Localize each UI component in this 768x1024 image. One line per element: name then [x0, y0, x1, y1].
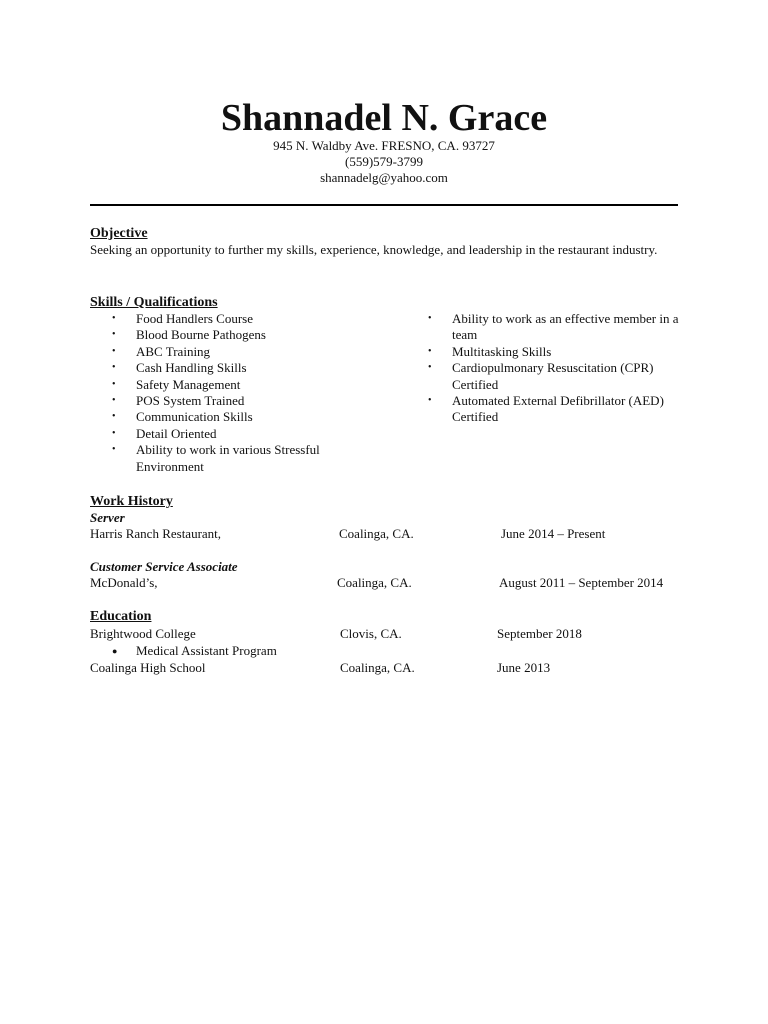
list-item: • Cash Handling Skills	[112, 360, 247, 376]
bullet-icon: •	[112, 329, 116, 341]
list-item: • Automated External Defibrillator (AED) Certified	[428, 393, 664, 425]
phone: (559)579-3799	[345, 154, 423, 169]
job-location: Coalinga, CA.	[339, 526, 414, 541]
job-employer: Harris Ranch Restaurant,	[90, 526, 222, 541]
objective-text: Seeking an opportunity to further my skills, experience, knowledge, and leadership in the restaurant industry.	[90, 242, 658, 257]
job-dates: June 2014 – Present	[501, 526, 606, 541]
list-item: • Ability to work in various Stressful Environment	[112, 442, 320, 474]
list-item: • Multitasking Skills	[428, 343, 552, 359]
list-item: • Detail Oriented	[112, 425, 217, 441]
bullet-icon: •	[428, 345, 432, 357]
objective-heading: Objective	[90, 226, 148, 241]
job-title: Customer Service Associate	[90, 559, 238, 574]
list-item: • POS System Trained	[112, 393, 245, 409]
email: shannadelg@yahoo.com	[320, 170, 448, 185]
school-location: Coalinga, CA.	[340, 660, 415, 675]
list-item: • Blood Bourne Pathogens	[112, 327, 266, 343]
bullet-icon: •	[112, 345, 116, 357]
work-history-heading: Work History	[90, 494, 173, 509]
bullet-icon: •	[428, 395, 432, 407]
bullet-icon: •	[112, 395, 116, 407]
school-name: Coalinga High School	[90, 660, 206, 675]
bullet-icon: •	[112, 378, 116, 390]
applicant-name: Shannadel N. Grace	[220, 97, 548, 139]
program-name: Medical Assistant Program	[136, 643, 277, 658]
school-date: September 2018	[497, 626, 582, 641]
school-name: Brightwood College	[90, 626, 196, 641]
list-item: • Safety Management	[112, 376, 241, 392]
bullet-icon: •	[428, 362, 432, 374]
bullet-icon: •	[112, 411, 116, 423]
bullet-icon: •	[428, 313, 432, 324]
bullet-icon: •	[112, 427, 116, 439]
skills-list-right	[406, 311, 682, 426]
job-dates: August 2011 – September 2014	[499, 575, 664, 590]
job-employer: McDonald’s,	[90, 575, 158, 590]
list-item: • Food Handlers Course	[112, 311, 253, 326]
school-date: June 2013	[497, 660, 551, 675]
skills-list-left	[90, 311, 360, 475]
job-location: Coalinga, CA.	[337, 575, 412, 590]
skills-heading: Skills / Qualifications	[90, 295, 218, 310]
list-item: • Communication Skills	[112, 409, 253, 425]
bullet-icon: •	[112, 313, 116, 324]
bullet-icon: •	[112, 444, 116, 456]
job-title: Server	[90, 510, 125, 525]
header-divider	[90, 204, 678, 206]
list-item: • ABC Training	[112, 343, 211, 359]
list-item: • Cardiopulmonary Resuscitation (CPR) Certified	[428, 360, 654, 392]
bullet-icon: ●	[112, 646, 118, 656]
address: 945 N. Waldby Ave. FRESNO, CA. 93727	[273, 138, 495, 153]
school-location: Clovis, CA.	[340, 626, 402, 641]
bullet-icon: •	[112, 362, 116, 374]
education-heading: Education	[90, 609, 152, 624]
list-item: • Ability to work as an effective member in a team	[428, 311, 679, 343]
